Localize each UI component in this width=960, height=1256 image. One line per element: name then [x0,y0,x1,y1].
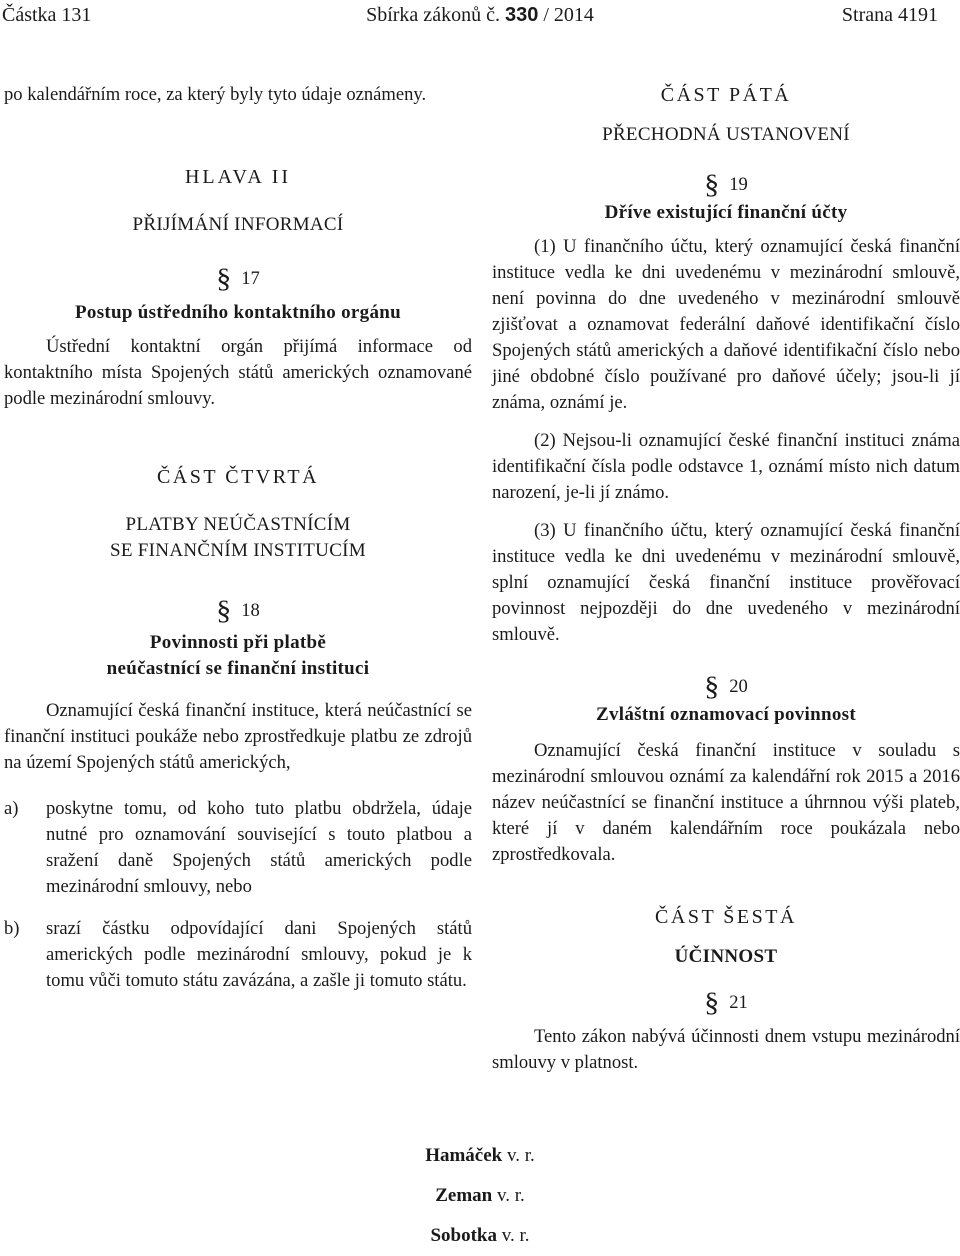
section-21-number: 21 [729,992,748,1013]
list-item-text: poskytne tomu, od koho tuto platbu obdržela, údaje nutné pro oznamování související s touto platbou a sražení daně Spojených států amerických podle mezinárodní smlouvy, nebo [46,798,472,897]
header-collection-prefix: Sbírka zákonů č. [366,4,500,26]
section-17-heading [4,263,472,294]
section-symbol: § [704,169,720,200]
section-symbol: § [216,595,232,626]
signature-suffix: v. r. [501,1225,530,1246]
section-18-heading [4,595,472,626]
part-6-heading: ČÁST ŠESTÁ [655,906,797,928]
list-item-b [4,916,472,994]
part-5-heading: ČÁST PÁTÁ [660,84,792,106]
hlava-heading: HLAVA II [184,166,292,188]
header-page-number: Strana 4191 [841,4,938,26]
signature-line [0,1216,960,1256]
part-4-title-line1: PLATBY NEÚČASTNÍCÍM [125,514,351,535]
list-item-label: a) [4,798,19,819]
header-year: / 2014 [543,4,594,26]
header-law-number: 330 [504,4,539,26]
signatory-name: Zeman [435,1185,493,1206]
signature-suffix: v. r. [496,1185,525,1206]
intro-text: po kalendářním roce, za který byly tyto údaje oznámeny. [4,84,427,105]
header-issue: Částka 131 [2,4,92,26]
list-item-label: b) [4,918,20,939]
section-20-title: Zvláštní oznamovací povinnost [596,704,856,725]
section-19-paragraph-3: (3) U finančního účtu, který oznamující česká finanční instituce vedla ke dni uvedenému v mezinárodní smlouvě, splní oznamující česká finanční instituce prověřovací povinnost nejpozději do dne uvedeného v mezinárodní smlouvě. [492,520,960,645]
section-20-text: Oznamující česká finanční instituce v souladu s mezinárodní smlouvou oznámí za kalendářní rok 2015 a 2016 název neúčastnící se finanční instituce a úhrnnou výši plateb, které jí v daném kalendářním roce poukázala nebo zprostředkovala. [492,740,960,865]
section-19-number: 19 [729,174,748,195]
list-item-a [4,796,472,900]
section-17-number: 17 [241,268,260,289]
section-17-title: Postup ústředního kontaktního orgánu [75,302,401,323]
part-5-title: PŘECHODNÁ USTANOVENÍ [602,124,850,145]
header-collection [0,4,960,27]
section-symbol: § [704,987,720,1018]
section-19-title: Dříve existující finanční účty [604,202,848,223]
list-item-text: srazí částku odpovídající dani Spojených států amerických podle mezinárodní smlouvy, pokud je k tomu vůči tomuto státu zavázána, a zašle ji tomuto státu. [46,918,472,991]
section-18-title-line2: neúčastnící se finanční instituci [106,658,370,679]
hlava-title: PŘIJÍMÁNÍ INFORMACÍ [132,214,344,235]
right-column [492,76,960,1076]
left-column [4,76,472,994]
signatory-name: Hamáček [425,1145,503,1166]
signature-line [0,1176,960,1216]
part-4-title-line2: SE FINANČNÍM INSTITUCÍM [109,540,366,561]
signatures [0,1136,960,1256]
section-21-heading [492,987,960,1018]
section-19-paragraph-2: (2) Nejsou-li oznamující české finanční instituci známa identifikační čísla podle odstavce 1, oznámí místo nich datum narození, je-li jí známo. [492,430,960,503]
section-symbol: § [216,263,232,294]
section-19-heading [492,169,960,200]
section-20-number: 20 [729,676,748,697]
section-18-title-line1: Povinnosti při platbě [149,632,327,653]
section-21-text: Tento zákon nabývá účinnosti dnem vstupu mezinárodní smlouvy v platnost. [492,1026,960,1073]
section-19-paragraph-1: (1) U finančního účtu, který oznamující česká finanční instituce vedla ke dni uvedenému v mezinárodní smlouvě, není povinna do dne uvedeného v mezinárodní smlouvě zjišťovat a oznamovat federální daňové identifikační číslo Spojených států amerických a daňové identifikační číslo nebo jiné obdobné číslo používané pro daňové účely; jsou-li jí známa, oznámí je. [492,236,960,413]
section-18-number: 18 [241,600,260,621]
section-18-text: Oznamující česká finanční instituce, která neúčastnící se finanční instituci poukáže nebo zprostředkuje platbu ze zdrojů na území Spojených států amerických, [4,700,472,773]
section-17-text: Ústřední kontaktní orgán přijímá informace od kontaktního místa Spojených států amerických oznamované podle mezinárodní smlouvy. [4,336,472,409]
section-20-heading [492,671,960,702]
signature-suffix: v. r. [507,1145,535,1166]
part-6-title: ÚČINNOST [674,946,778,967]
signature-line [0,1136,960,1176]
signatory-name: Sobotka [430,1225,497,1246]
section-symbol: § [704,671,720,702]
part-4-heading: ČÁST ČTVRTÁ [156,466,320,488]
page-header [0,0,960,40]
